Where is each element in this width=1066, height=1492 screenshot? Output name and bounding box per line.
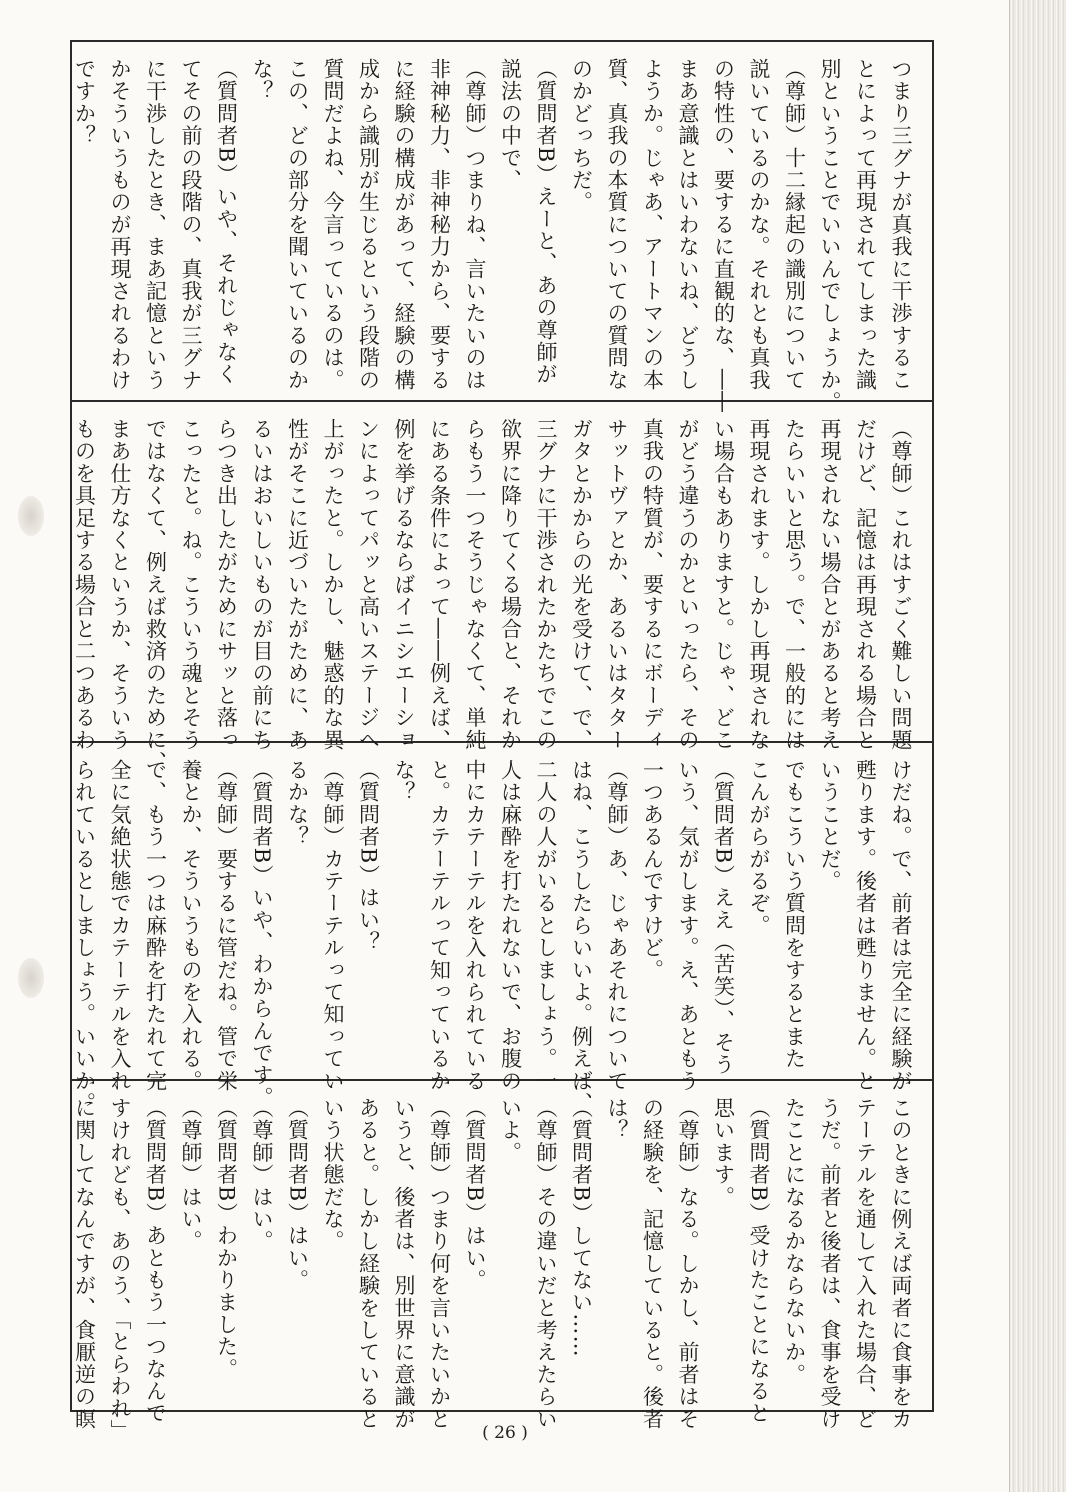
text-column: （質問者B）はい？ [356, 759, 381, 954]
text-column: 再現されます。しかし再現されな [747, 418, 771, 751]
text-column: られているとしましょう。いいか。 [72, 759, 97, 1115]
text-column: （質問者B）わかりました。 [214, 1097, 239, 1381]
text-column: ンによってパッと高いステージへ [356, 418, 381, 751]
page-stack-edge [1009, 0, 1066, 1492]
text-column: すけれども、あのう、「とらわれ」 [108, 1097, 132, 1442]
text-column: うだ。前者と後者は、食事を受け [818, 1097, 842, 1430]
text-column: 非神秘力、非神秘力から、要する [427, 58, 452, 391]
text-column: サットヴァとか、あるいはタター [605, 418, 629, 751]
text-column: テーテルを通して入れた場合、ど [853, 1097, 878, 1430]
text-column: らもう一つそうじゃなくて、単純 [463, 418, 487, 751]
text-column: （尊師）カテーテルって知ってい [321, 759, 345, 1092]
text-column: つまり三グナが真我に干渉するこ [889, 58, 913, 391]
text-column: 二人の人がいるとしましょう。一 [534, 759, 558, 1092]
text-column: （尊師）はい。 [179, 1097, 203, 1253]
text-column: かそういうものが再現されるわけ [108, 58, 132, 391]
text-column: 上がったと。しかし、魅惑的な異 [321, 418, 345, 751]
text-column: は？ [605, 1097, 629, 1142]
text-column: 中にカテーテルを入れられている [463, 759, 487, 1092]
text-column: （尊師）その違いだと考えたらい [534, 1097, 558, 1430]
text-column: な？ [250, 58, 274, 103]
text-column: （尊師）つまり何を言いたいかと [427, 1097, 452, 1430]
page-number: ( 26 ) [482, 1423, 528, 1443]
text-column: ですか？ [72, 58, 97, 147]
text-column: るいはおいしいものが目の前にち [250, 418, 274, 751]
text-column: 性がそこに近づいたがために、あ [285, 418, 310, 751]
text-column: あると。しかし経験をしていると [356, 1097, 381, 1430]
text-column: にある条件によって――例えば、 [427, 418, 452, 751]
section-3-columns [72, 759, 918, 1115]
text-column: のかどっちだ。 [569, 58, 594, 214]
text-column: らつき出したがためにサッと落っ [214, 418, 239, 751]
text-column: 再現されない場合とがあると考え [818, 418, 842, 751]
text-column: いう、気がします。え、あともう [676, 759, 700, 1092]
text-column: るかな？ [285, 759, 310, 848]
text-column: （質問者B）あともう一つなんで [143, 1097, 168, 1425]
text-section-2 [72, 402, 932, 774]
text-column: と。カテーテルって知っているか [427, 759, 452, 1092]
text-column: （質問者B）はい。 [463, 1097, 487, 1292]
text-column: いよ。 [498, 1097, 523, 1164]
text-column: に関してなんですが、食厭逆の瞑 [72, 1097, 97, 1430]
text-column: 一つあるんですけど。 [640, 759, 665, 981]
text-column: （質問者B）えーと、あの尊師が [534, 58, 558, 386]
text-column: まあ意識とはいわないね、どうし [676, 58, 700, 391]
text-column: ではなくて、例えば救済のために、 [143, 418, 168, 774]
text-column: ようか。じゃあ、アートマンの本 [640, 58, 665, 391]
text-column: （質問者B）いや、それじゃなく [214, 58, 239, 386]
text-column: （尊師）つまりね、言いたいのは [463, 58, 487, 391]
text-column: 説法の中で、 [498, 58, 523, 192]
text-column: で、もう一つは麻酔を打たれて完 [143, 759, 168, 1092]
text-column: （尊師）なる。しかし、前者はそ [676, 1097, 700, 1430]
text-column: （質問者B）してない…… [569, 1097, 594, 1358]
text-column: ものを具足する場合と二つあるわ [72, 418, 97, 751]
text-column: 別ということでいいんでしょうか。 [818, 58, 842, 414]
text-section-1 [72, 42, 932, 414]
text-column: 思います。 [711, 1097, 736, 1208]
text-column: いうことだ。 [818, 759, 842, 893]
text-column: たことになるかならないか。 [782, 1097, 807, 1386]
text-column: 人は麻酔を打たれないで、お腹の [498, 759, 523, 1092]
text-column: （質問者B）ええ（苦笑）、そう [711, 759, 736, 1076]
text-column: 真我の特質が、要するにボーディ [640, 418, 665, 751]
text-column: （尊師）これはすごく難しい問題 [889, 418, 913, 751]
binder-hole [18, 496, 44, 536]
text-column: 例を挙げるならばイニシエーショ [392, 418, 416, 751]
text-column: （尊師）十二縁起の識別について [782, 58, 807, 391]
text-column: たらいいと思う。で、一般的には [782, 418, 807, 751]
section-2-columns [72, 418, 918, 774]
text-column: けだね。で、前者は完全に経験が [889, 759, 913, 1092]
text-column: 質問だよね、今言っているのは。 [321, 58, 345, 391]
text-column: まあ仕方なくというか、そういう [108, 418, 132, 751]
text-section-3 [72, 743, 932, 1115]
text-column: ガタとかからの光を受けて、で、 [569, 418, 594, 751]
text-column: 質、真我の本質についての質問な [605, 58, 629, 391]
text-column: に干渉したとき、まあ記憶という [143, 58, 168, 391]
text-column: 成から識別が生じるという段階の [356, 58, 381, 391]
text-column: このときに例えば両者に食事をカ [889, 1097, 913, 1430]
text-column: はね、こうしたらいいよ。例えば、 [569, 759, 594, 1115]
binder-hole [18, 958, 44, 998]
text-column: 全に気絶状態でカテーテルを入れ [108, 759, 132, 1092]
text-column: がどう違うのかといったら、その [676, 418, 700, 751]
text-column: い場合もありますと。じゃ、どこ [711, 418, 736, 751]
text-column: 養とか、そういうものを入れる。 [179, 759, 203, 1092]
text-column: こんがらがるぞ。 [747, 759, 771, 937]
text-column: （質問者B）はい。 [285, 1097, 310, 1292]
text-column: 欲界に降りてくる場合と、それか [498, 418, 523, 751]
text-column: （質問者B）いや、わからんです。 [250, 759, 274, 1109]
text-column: （尊師）あ、じゃあそれについて [605, 759, 629, 1092]
text-column: とによって再現されてしまった識 [853, 58, 878, 391]
text-column: の経験を、記憶していると。後者 [640, 1097, 665, 1430]
text-column: 三グナに干渉されたかたちでこの [534, 418, 558, 751]
text-column: （尊師）要するに管だね。管で栄 [214, 759, 239, 1092]
text-column: 説いているのかな。それとも真我 [747, 58, 771, 391]
text-column: （尊師）はい。 [250, 1097, 274, 1253]
text-column: いう状態だな。 [321, 1097, 345, 1253]
text-column: （質問者B）受けたことになると [747, 1097, 771, 1425]
text-column: 甦ります。後者は甦りません。と [853, 759, 878, 1092]
text-column: な？ [392, 759, 416, 804]
text-column: この、どの部分を聞いているのか [285, 58, 310, 391]
text-column: いうと、後者は、別世界に意識が [392, 1097, 416, 1430]
text-column: でもこういう質問をするとまた [782, 759, 807, 1070]
section-1-columns [72, 58, 918, 414]
text-column: こったと。ね。こういう魂とそう [179, 418, 203, 751]
text-column: の特性の、要するに直観的な、―― [711, 58, 736, 414]
text-column: に経験の構成があって、経験の構 [392, 58, 416, 391]
text-column: てその前の段階の、真我が三グナ [179, 58, 203, 391]
text-column: だけど、記憶は再現される場合と [853, 418, 878, 751]
